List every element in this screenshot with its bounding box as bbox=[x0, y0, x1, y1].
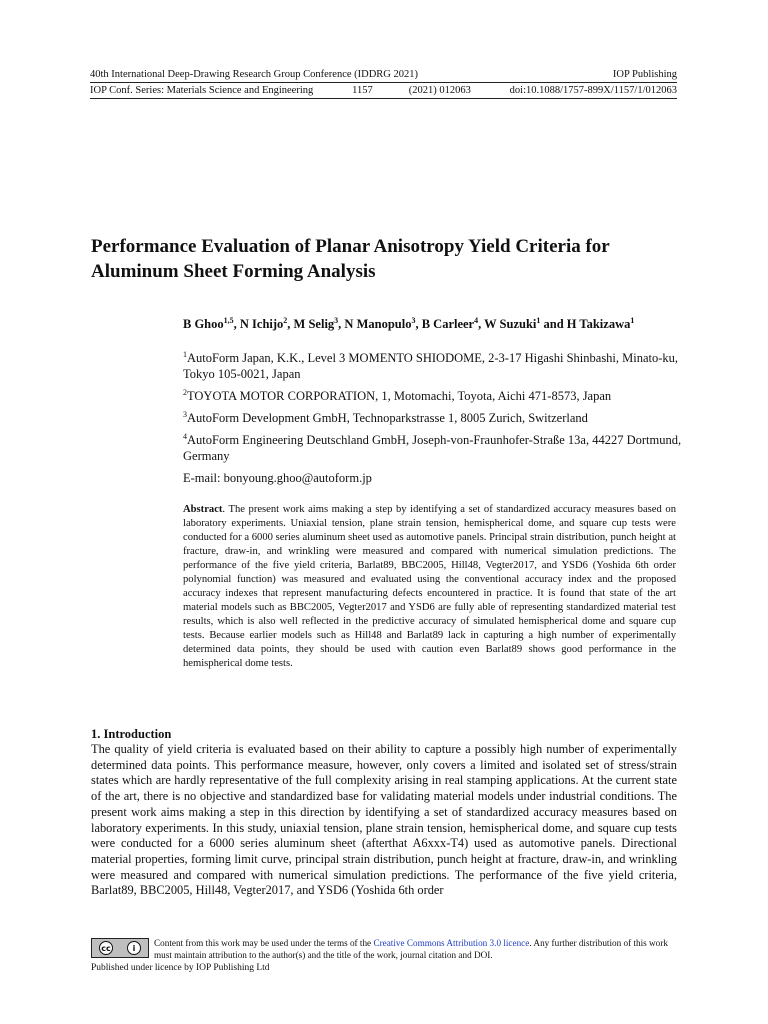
affiliation-text: AutoForm Engineering Deutschland GmbH, Joseph-von-Fraunhofer-Straße 13a, 44227 Dortmund, Germany bbox=[183, 433, 682, 463]
author-separator: , bbox=[233, 317, 240, 331]
running-header-bottom bbox=[90, 84, 677, 97]
abstract-text: . The present work aims making a step by identifying a set of standardized accuracy measures based on laboratory experiments. Uniaxial tension, plane strain tension, hemispherical dome, and square cup tests were conducted for a 6000 series aluminum sheet used as automotive panels. Principal strain distribution, punch height at fracture, draw-in, and wrinkling were measured and compared with numerical simulation predictions. The performance of the five yield criteria, Barlat89, BBC2005, Hill48, Vegter2017, and YSD6 (Yoshida 6th order polynomial function) was measured and evaluated using the conventional accuracy index and the proposed accuracy indexes that represent manufacturing defects encountered in practice. It is found that state of the art material models such as BBC2005, Vegter2017 and YSD6 are fully able of representing standardized material test results, which is also well reflected in the predictive accuracy of simulated hemispherical dome and square cup tests. Because earlier models such as Hill48 and Barlat89 lack in capturing a high number of experimentally determined data points, they should be used with caution even Barlat89 shows good performance in the hemispherical dome tests. bbox=[183, 504, 676, 669]
license-note-end: . Any further distribution of this work must maintain attribution to the author(s) and the title of the work, journal citation and DOI. bbox=[154, 938, 668, 960]
affiliation-text: AutoForm Japan, K.K., Level 3 MOMENTO SHIODOME, 2-3-17 Higashi Shinbashi, Minato-ku, Tokyo 105-0021, Japan bbox=[183, 351, 679, 381]
author-separator: , bbox=[478, 317, 485, 331]
license-note-start: Content from this work may be used under the terms of the bbox=[154, 938, 374, 948]
doi-link[interactable]: doi:10.1088/1757-899X/1157/1/012063 bbox=[509, 85, 677, 96]
introduction-text: The quality of yield criteria is evaluated based on their ability to capture a possibly high number of experimentally determined data points. This performance measure, however, only covers a limited and isolated set of stress/strain states which are hardly representative of the full complexity arising in real stamping applications. At the current state of the art, there is no objective and standardized base for validating material models under industrial conditions. The present work aims making a step in this direction by identifying a set of standardized accuracy measures based on laboratory experiments. In this study, uniaxial tension, plane strain tension, hemispherical dome, and square cup tests were conducted for a 6000 series aluminum sheet (afterthat A6xxx-T4) used as automotive panels. Directional material properties, forming limit curve, principal strain distribution, punch height at fracture, draw-in, and wrinkling were measured and compared with numerical simulation predictions. The performance of the five yield criteria, Barlat89, BBC2005, Hill48, Vegter2017, and YSD6 (Yoshida 6th order bbox=[91, 742, 677, 898]
section-heading-introduction: 1. Introduction bbox=[91, 727, 172, 741]
email-address[interactable]: E-mail: bonyoung.ghoo@autoform.jp bbox=[183, 471, 372, 485]
cc-icon: cc bbox=[99, 941, 113, 955]
author-affiliation-marker: 2 bbox=[283, 316, 288, 325]
author-affiliation-marker: 3 bbox=[411, 316, 416, 325]
author-name: N Manopulo bbox=[344, 317, 412, 331]
affiliation-marker: 4 bbox=[183, 432, 187, 441]
affiliation-item bbox=[183, 432, 683, 464]
running-header-top bbox=[90, 68, 677, 81]
license-link[interactable]: Creative Commons Attribution 3.0 licence bbox=[373, 938, 530, 948]
author-name: B Carleer bbox=[421, 317, 475, 331]
affiliation-text: AutoForm Development GmbH, Technoparkstrasse 1, 8005 Zurich, Switzerland bbox=[187, 411, 588, 425]
author-affiliation-marker: 3 bbox=[334, 316, 339, 325]
author-name: W Suzuki bbox=[484, 317, 537, 331]
issue-number: (2021) 012063 bbox=[408, 85, 471, 96]
affiliation-item bbox=[183, 410, 683, 426]
affiliation-marker: 3 bbox=[183, 410, 187, 419]
license-note bbox=[154, 937, 679, 961]
conference-name: 40th International Deep-Drawing Research Group Conference (IDDRG 2021) bbox=[90, 69, 419, 80]
author-name: B Ghoo bbox=[183, 317, 224, 331]
author-affiliation-marker: 4 bbox=[474, 316, 479, 325]
paper-title: Performance Evaluation of Planar Anisotropy Yield Criteria for Aluminum Sheet Forming Analysis bbox=[91, 236, 610, 282]
affiliation-text: TOYOTA MOTOR CORPORATION, 1, Motomachi, Toyota, Aichi 471-8573, Japan bbox=[187, 389, 612, 403]
published-notice: Published under licence by IOP Publishing Ltd bbox=[91, 963, 270, 973]
volume-number: 1157 bbox=[352, 85, 373, 96]
affiliation-marker: 1 bbox=[183, 350, 187, 359]
header-rule-top bbox=[90, 82, 677, 83]
affiliation-list bbox=[183, 350, 683, 492]
author-affiliation-marker: 1,5 bbox=[223, 316, 234, 325]
author-separator: , bbox=[287, 317, 294, 331]
affiliation-item bbox=[183, 388, 683, 404]
author-name: H Takizawa bbox=[566, 317, 631, 331]
author-separator: and bbox=[540, 317, 567, 331]
affiliation-item bbox=[183, 350, 683, 382]
publisher-name: IOP Publishing bbox=[612, 69, 677, 80]
affiliation-marker: 2 bbox=[183, 388, 187, 397]
author-list bbox=[183, 316, 683, 332]
author-affiliation-marker: 1 bbox=[630, 316, 635, 325]
by-icon: i bbox=[127, 941, 141, 955]
author-affiliation-marker: 1 bbox=[536, 316, 541, 325]
header-rule-bottom bbox=[90, 98, 677, 99]
volume-issue bbox=[352, 84, 471, 97]
abstract-label: Abstract bbox=[183, 504, 223, 515]
series-name: IOP Conf. Series: Materials Science and Engineering bbox=[90, 85, 314, 96]
author-separator: , bbox=[415, 317, 422, 331]
abstract bbox=[183, 503, 676, 671]
author-name: N Ichijo bbox=[239, 317, 284, 331]
cc-by-badge[interactable] bbox=[91, 938, 149, 958]
author-separator: , bbox=[338, 317, 345, 331]
author-name: M Selig bbox=[293, 317, 335, 331]
